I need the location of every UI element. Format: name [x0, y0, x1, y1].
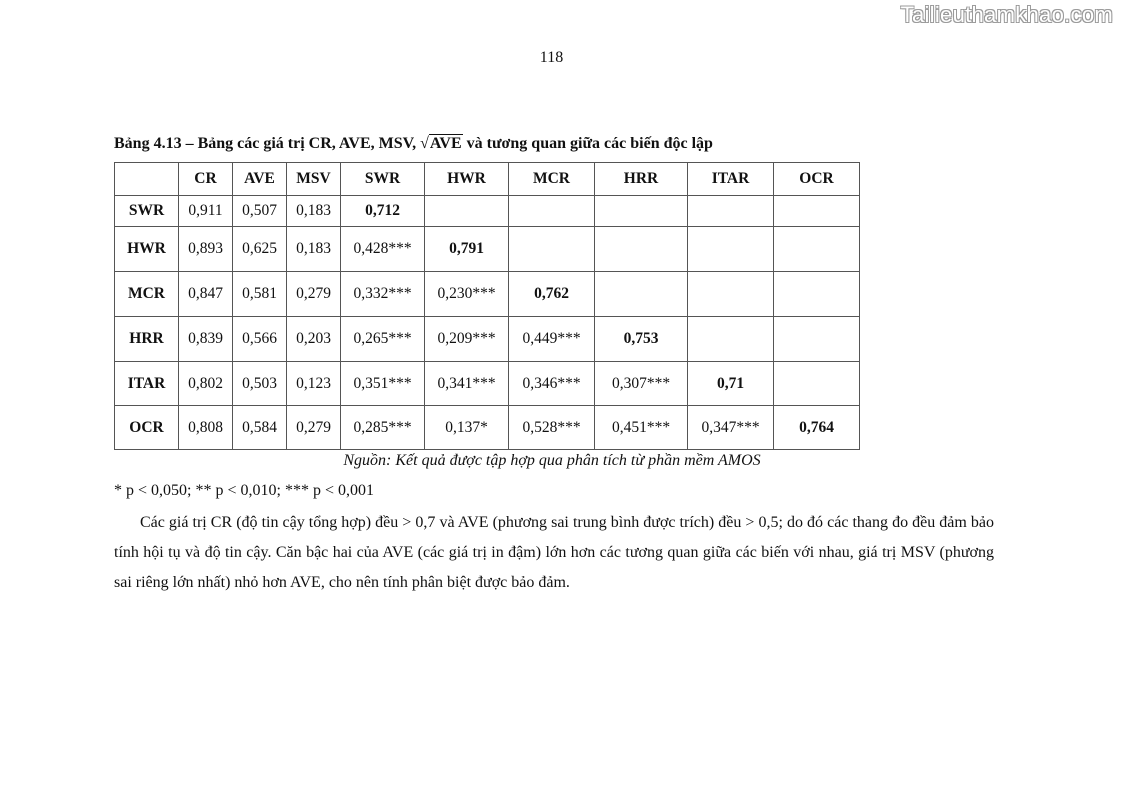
table-cell: 0,847 [179, 272, 233, 317]
diagonal-sqrt-ave-cell: 0,712 [341, 196, 425, 227]
table-cell: 0,209*** [425, 317, 509, 362]
table-cell: 0,332*** [341, 272, 425, 317]
table-cell: 0,183 [287, 227, 341, 272]
table-cell: 0,802 [179, 362, 233, 406]
table-cell [509, 196, 595, 227]
header-cell: MSV [287, 163, 341, 196]
row-header-cell: SWR [115, 196, 179, 227]
table-row [115, 196, 860, 227]
source-note: Nguồn: Kết quả được tập hợp qua phân tích từ phần mềm AMOS [343, 452, 761, 469]
table-cell: 0,279 [287, 272, 341, 317]
paragraph-text: Các giá trị CR (độ tin cậy tổng hợp) đều > 0,7 và AVE (phương sai trung bình được trích) đều > 0,5; do đó các thang đo đều đảm bảo tính hội tụ và độ tin cậy. Căn bậc hai của AVE (các giá trị in đậm) lớn hơn các tương quan giữa các biến với nhau, giá trị MSV (phương sai riêng lớn nhất) nhỏ hơn AVE, cho nên tính phân biệt được bảo đảm. [114, 514, 994, 591]
diagonal-sqrt-ave-cell: 0,753 [595, 317, 688, 362]
header-cell: MCR [509, 163, 595, 196]
caption-prefix: Bảng 4.13 – Bảng các giá trị CR, AVE, MSV, [114, 135, 421, 152]
table-cell [774, 196, 860, 227]
table-cell [688, 317, 774, 362]
table-cell: 0,203 [287, 317, 341, 362]
diagonal-sqrt-ave-cell: 0,764 [774, 406, 860, 450]
table-cell: 0,451*** [595, 406, 688, 450]
table-cell: 0,137* [425, 406, 509, 450]
table-cell [509, 227, 595, 272]
table-cell [774, 317, 860, 362]
header-cell: HRR [595, 163, 688, 196]
table-cell: 0,265*** [341, 317, 425, 362]
table-cell: 0,123 [287, 362, 341, 406]
header-cell: ITAR [688, 163, 774, 196]
table-cell: 0,566 [233, 317, 287, 362]
table-row [115, 227, 860, 272]
table-cell: 0,285*** [341, 406, 425, 450]
table-cell: 0,347*** [688, 406, 774, 450]
row-header-cell: OCR [115, 406, 179, 450]
table-cell [425, 196, 509, 227]
table-cell: 0,503 [233, 362, 287, 406]
row-header-cell: HRR [115, 317, 179, 362]
table-cell [688, 196, 774, 227]
table-cell: 0,625 [233, 227, 287, 272]
table-cell: 0,341*** [425, 362, 509, 406]
header-cell: OCR [774, 163, 860, 196]
sqrt-ave-symbol: √AVE [420, 135, 462, 152]
table-cell: 0,428*** [341, 227, 425, 272]
table-cell [774, 272, 860, 317]
watermark: Tailieuthamkhao.com [900, 2, 1113, 27]
table-cell: 0,584 [233, 406, 287, 450]
body-paragraph [114, 508, 994, 598]
table-cell: 0,528*** [509, 406, 595, 450]
row-header-cell: HWR [115, 227, 179, 272]
table-cell: 0,351*** [341, 362, 425, 406]
correlation-table [114, 162, 860, 450]
row-header-cell: MCR [115, 272, 179, 317]
table-cell [688, 227, 774, 272]
table-caption [114, 135, 713, 153]
table-cell: 0,839 [179, 317, 233, 362]
header-cell: AVE [233, 163, 287, 196]
header-cell [115, 163, 179, 196]
table-cell: 0,230*** [425, 272, 509, 317]
table-cell: 0,307*** [595, 362, 688, 406]
table-cell: 0,808 [179, 406, 233, 450]
table-cell: 0,507 [233, 196, 287, 227]
table-row [115, 406, 860, 450]
table-cell: 0,449*** [509, 317, 595, 362]
table-cell [595, 196, 688, 227]
sqrt-radicand: AVE [429, 135, 462, 152]
table-row [115, 362, 860, 406]
table-cell [774, 362, 860, 406]
header-cell: CR [179, 163, 233, 196]
table-cell: 0,911 [179, 196, 233, 227]
diagonal-sqrt-ave-cell: 0,762 [509, 272, 595, 317]
table-cell: 0,581 [233, 272, 287, 317]
table-cell: 0,183 [287, 196, 341, 227]
table-header-row [115, 163, 860, 196]
table-cell [595, 272, 688, 317]
diagonal-sqrt-ave-cell: 0,71 [688, 362, 774, 406]
page-number: 118 [539, 49, 564, 66]
header-cell: SWR [341, 163, 425, 196]
table-cell: 0,893 [179, 227, 233, 272]
table-cell [688, 272, 774, 317]
significance-note: * p < 0,050; ** p < 0,010; *** p < 0,001 [114, 482, 374, 499]
row-header-cell: ITAR [115, 362, 179, 406]
diagonal-sqrt-ave-cell: 0,791 [425, 227, 509, 272]
table-cell [595, 227, 688, 272]
table-cell: 0,346*** [509, 362, 595, 406]
table-cell: 0,279 [287, 406, 341, 450]
table-row [115, 317, 860, 362]
header-cell: HWR [425, 163, 509, 196]
table-cell [774, 227, 860, 272]
table-row [115, 272, 860, 317]
caption-suffix: và tương quan giữa các biến độc lập [462, 135, 713, 152]
